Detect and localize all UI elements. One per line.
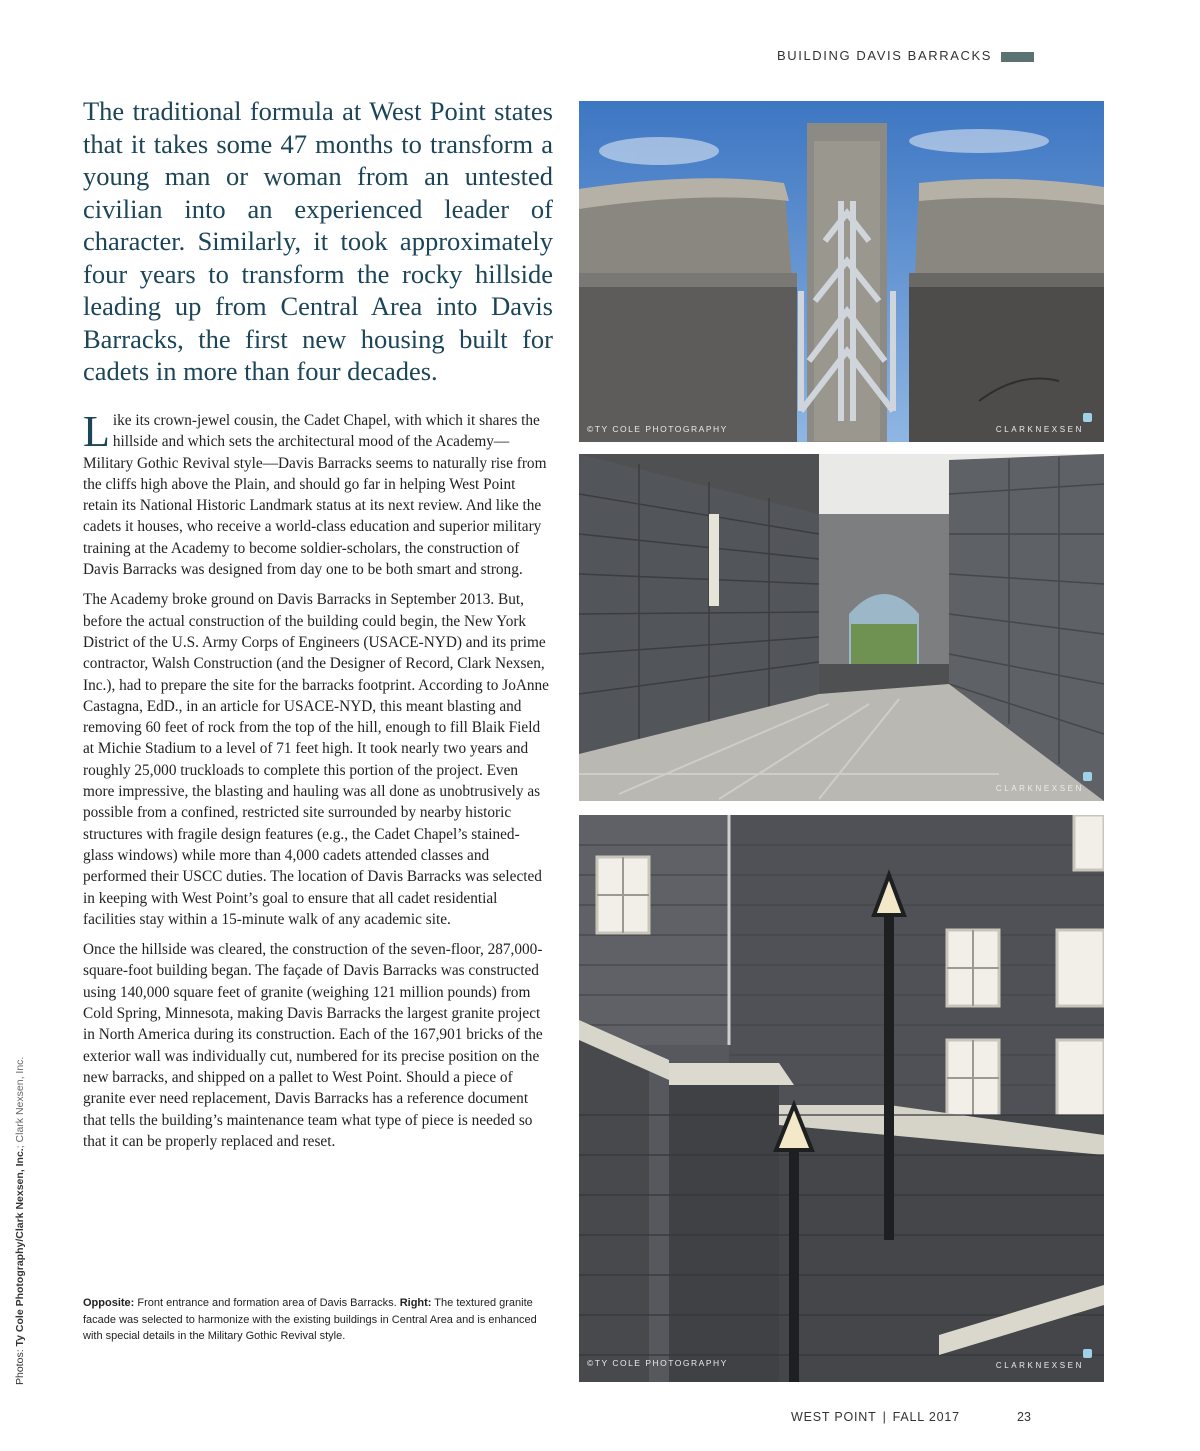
watermark-firm: CLARKNEXSEN xyxy=(995,1361,1084,1370)
photo-chapel-tower xyxy=(579,101,1104,442)
clarknexsen-logo-icon xyxy=(1083,413,1092,422)
body-paragraph-2: The Academy broke ground on Davis Barracks in September 2013. But, before the actual construction of the building could begin, the New York District of the U.S. Army Corps of Engineers (USACE-NYD) and its prime contractor, Walsh Construction (and the Designer of Record, Clark Nexsen, Inc.), had to prepare the site for the barracks footprint. According to JoAnne Castagna, EdD., in an article for USACE-NYD, this meant blasting and removing 60 feet of rock from the top of the hill, enough to fill Blaik Field at Michie Stadium to a level of 71 feet high. It took nearly two years and roughly 25,000 truckloads to complete this portion of the project. Even more impressive, the blasting and hauling was all done as unobtrusively as possible from a confined, restricted site surrounded by nearby historic structures with fragile design features (e.g., the Cadet Chapel’s stained-glass windows) while more than 4,000 cadets attended classes and performed their USCC duties. The location of Davis Barracks was selected in keeping with West Point’s goal to ensure that all cadet residential facilities stay within a 15-minute walk of any academic site. xyxy=(83,591,549,928)
body-paragraph-1-text: ike its crown-jewel cousin, the Cadet Chapel, with which it shares the hillside and which sets the architectural mood of the Academy—Military Gothic Revival style—Davis Barracks seems to naturally rise from the cliffs high above the Plain, and should go far in helping West Point retain its National Historic Landmark status at its next review. And like the cadets it houses, who receive a world-class education and superior military training at the Academy to become soldier-scholars, the construction of Davis Barracks was designed from day one to be both smart and strong. xyxy=(83,412,547,579)
section-title: BUILDING DAVIS BARRACKS xyxy=(777,48,992,63)
clarknexsen-logo-icon xyxy=(1083,772,1092,781)
photo-passageway-image xyxy=(579,454,1104,801)
footer-issue: FALL 2017 xyxy=(892,1410,960,1424)
footer-separator: | xyxy=(882,1410,887,1424)
photo-credit xyxy=(14,1057,26,1385)
credit-rest: ; Clark Nexsen, Inc. xyxy=(14,1056,26,1149)
caption-text-right: The textured granite facade was selected to harmonize with the existing buildings in Central Area and is enhanced with special details in the Military Gothic Revival style. xyxy=(83,1297,537,1342)
lede-paragraph: The traditional formula at West Point states that it takes some 47 months to transform a young man or woman from an untested civilian into an experienced leader of character. Similarly, it took approximately four years to transform the rocky hillside leading up from Central Area into Davis Barracks, the first new housing built for cadets in more than four decades. xyxy=(83,96,553,386)
watermark-photographer: ©TY COLE PHOTOGRAPHY xyxy=(587,1358,728,1368)
watermark-firm: CLARKNEXSEN xyxy=(995,784,1084,793)
credit-bold: Ty Cole Photography/Clark Nexsen, Inc. xyxy=(14,1148,26,1347)
photo-barracks-facade xyxy=(579,815,1104,1382)
body-paragraph-1 xyxy=(83,407,549,580)
article-body xyxy=(83,407,549,1161)
watermark-firm: CLARKNEXSEN xyxy=(995,425,1084,434)
photo-passageway xyxy=(579,454,1104,801)
body-paragraph-3: Once the hillside was cleared, the construction of the seven-floor, 287,000-square-foot building began. The façade of Davis Barracks was constructed using 140,000 square feet of granite (weighing 121 million pounds) from Cold Spring, Minnesota, making Davis Barracks the largest granite project in North America during its construction. Each of the 167,901 bricks of the exterior wall was individually cut, numbered for its precise position on the new barracks, and shipped on a pallet to West Point. Should a piece of granite ever need replacement, Davis Barracks has a reference document that tells the building’s maintenance team what type of piece is needed so that it can be properly replaced and reset. xyxy=(83,941,543,1150)
photo-barracks-facade-image xyxy=(579,815,1104,1382)
credit-prefix: Photos: xyxy=(14,1346,26,1385)
drop-cap: L xyxy=(83,407,110,456)
page-number: 23 xyxy=(1017,1410,1031,1424)
page-footer xyxy=(791,1410,960,1424)
photo-chapel-tower-image xyxy=(579,101,1104,442)
caption-label-opposite: Opposite: xyxy=(83,1297,135,1309)
caption-text-opposite: Front entrance and formation area of Davis Barracks. xyxy=(134,1297,400,1309)
watermark-photographer: ©TY COLE PHOTOGRAPHY xyxy=(587,424,728,434)
caption-label-right: Right: xyxy=(399,1297,432,1309)
photo-caption xyxy=(83,1295,553,1345)
section-accent-bar xyxy=(1001,52,1034,62)
footer-publication: WEST POINT xyxy=(791,1410,877,1424)
clarknexsen-logo-icon xyxy=(1083,1349,1092,1358)
